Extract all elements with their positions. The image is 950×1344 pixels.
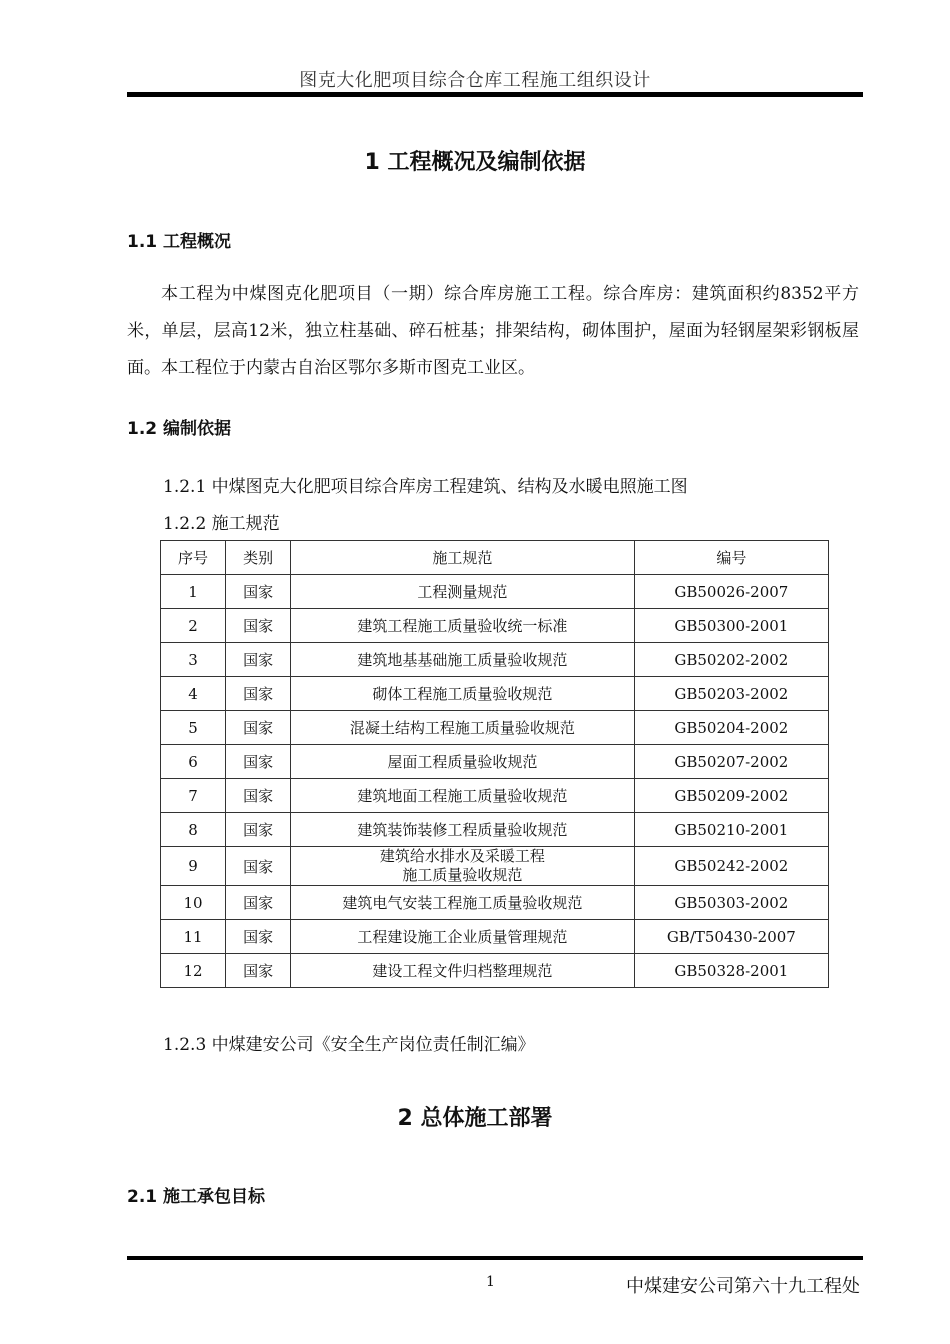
cell-code: GB50207-2002: [634, 745, 828, 779]
cell-no: 2: [161, 609, 226, 643]
cell-category: 国家: [226, 813, 291, 847]
heading-1-1: 1.1 工程概况: [127, 232, 232, 252]
cell-category: 国家: [226, 779, 291, 813]
cell-spec: 屋面工程质量验收规范: [291, 745, 635, 779]
cell-code: GB50026-2007: [634, 575, 828, 609]
cell-spec: 混凝土结构工程施工质量验收规范: [291, 711, 635, 745]
cell-spec: 工程测量规范: [291, 575, 635, 609]
page-number: 1: [486, 1274, 495, 1290]
col-header-no: 序号: [161, 541, 226, 575]
col-header-spec: 施工规范: [291, 541, 635, 575]
cell-no: 1: [161, 575, 226, 609]
table-row: [161, 779, 829, 813]
table-row: [161, 643, 829, 677]
cell-category: 国家: [226, 886, 291, 920]
cell-category: 国家: [226, 847, 291, 886]
cell-code: GB50203-2002: [634, 677, 828, 711]
col-header-code: 编号: [634, 541, 828, 575]
cell-category: 国家: [226, 954, 291, 988]
section-2-title: 2 总体施工部署: [397, 1106, 553, 1131]
table-row: [161, 847, 829, 886]
cell-code: GB50202-2002: [634, 643, 828, 677]
basis-item-3: 1.2.3 中煤建安公司《安全生产岗位责任制汇编》: [163, 1035, 535, 1055]
basis-item-2: 1.2.2 施工规范: [163, 514, 280, 534]
cell-code: GB50328-2001: [634, 954, 828, 988]
overview-paragraph: 本工程为中煤图克化肥项目（一期）综合库房施工工程。综合库房：建筑面积约8352平方米，单层，层高12米，独立柱基础、碎石桩基；排架结构，砌体围护，屋面为轻钢屋架彩钢板屋面。本工程位于内蒙古自治区鄂尔多斯市图克工业区。: [127, 284, 859, 378]
cell-code: GB50303-2002: [634, 886, 828, 920]
cell-no: 5: [161, 711, 226, 745]
table-row: [161, 813, 829, 847]
cell-no: 12: [161, 954, 226, 988]
cell-code: GB/T50430-2007: [634, 920, 828, 954]
cell-spec: 砌体工程施工质量验收规范: [291, 677, 635, 711]
heading-2-1: 2.1 施工承包目标: [127, 1187, 266, 1207]
table-row: [161, 609, 829, 643]
section-1-title: 1 工程概况及编制依据: [364, 150, 586, 175]
cell-spec-line-1: 建筑给水排水及采暖工程: [379, 847, 545, 865]
table-header-row: [161, 541, 829, 575]
footer-organization: 中煤建安公司第六十九工程处: [626, 1276, 860, 1297]
table-row: [161, 711, 829, 745]
cell-spec: 工程建设施工企业质量管理规范: [291, 920, 635, 954]
cell-no: 8: [161, 813, 226, 847]
col-header-category: 类别: [226, 541, 291, 575]
table-row: [161, 575, 829, 609]
cell-code: GB50300-2001: [634, 609, 828, 643]
cell-no: 11: [161, 920, 226, 954]
cell-spec-line-2: 施工质量验收规范: [402, 866, 523, 884]
cell-category: 国家: [226, 609, 291, 643]
table-row: [161, 886, 829, 920]
cell-spec: 建筑地基基础施工质量验收规范: [291, 643, 635, 677]
cell-category: 国家: [226, 711, 291, 745]
cell-no: 6: [161, 745, 226, 779]
table-row: [161, 920, 829, 954]
cell-no: 4: [161, 677, 226, 711]
cell-category: 国家: [226, 575, 291, 609]
page-header-title: 图克大化肥项目综合仓库工程施工组织设计: [299, 70, 651, 91]
footer-rule: [127, 1256, 863, 1260]
cell-spec-two-line: [291, 847, 635, 886]
cell-no: 3: [161, 643, 226, 677]
cell-category: 国家: [226, 643, 291, 677]
cell-code: GB50209-2002: [634, 779, 828, 813]
basis-item-1: 1.2.1 中煤图克大化肥项目综合库房工程建筑、结构及水暖电照施工图: [163, 477, 688, 497]
cell-category: 国家: [226, 920, 291, 954]
cell-code: GB50210-2001: [634, 813, 828, 847]
cell-no: 9: [161, 847, 226, 886]
cell-spec: 建筑工程施工质量验收统一标准: [291, 609, 635, 643]
cell-spec: 建筑电气安装工程施工质量验收规范: [291, 886, 635, 920]
heading-1-2: 1.2 编制依据: [127, 419, 232, 439]
cell-category: 国家: [226, 677, 291, 711]
spec-table: [160, 540, 829, 988]
cell-spec: 建筑装饰装修工程质量验收规范: [291, 813, 635, 847]
cell-spec: 建设工程文件归档整理规范: [291, 954, 635, 988]
cell-code: GB50242-2002: [634, 847, 828, 886]
cell-spec: 建筑地面工程施工质量验收规范: [291, 779, 635, 813]
table-row: [161, 745, 829, 779]
table-row: [161, 954, 829, 988]
cell-category: 国家: [226, 745, 291, 779]
cell-no: 7: [161, 779, 226, 813]
table-row: [161, 677, 829, 711]
cell-no: 10: [161, 886, 226, 920]
header-rule: [127, 92, 863, 97]
cell-code: GB50204-2002: [634, 711, 828, 745]
